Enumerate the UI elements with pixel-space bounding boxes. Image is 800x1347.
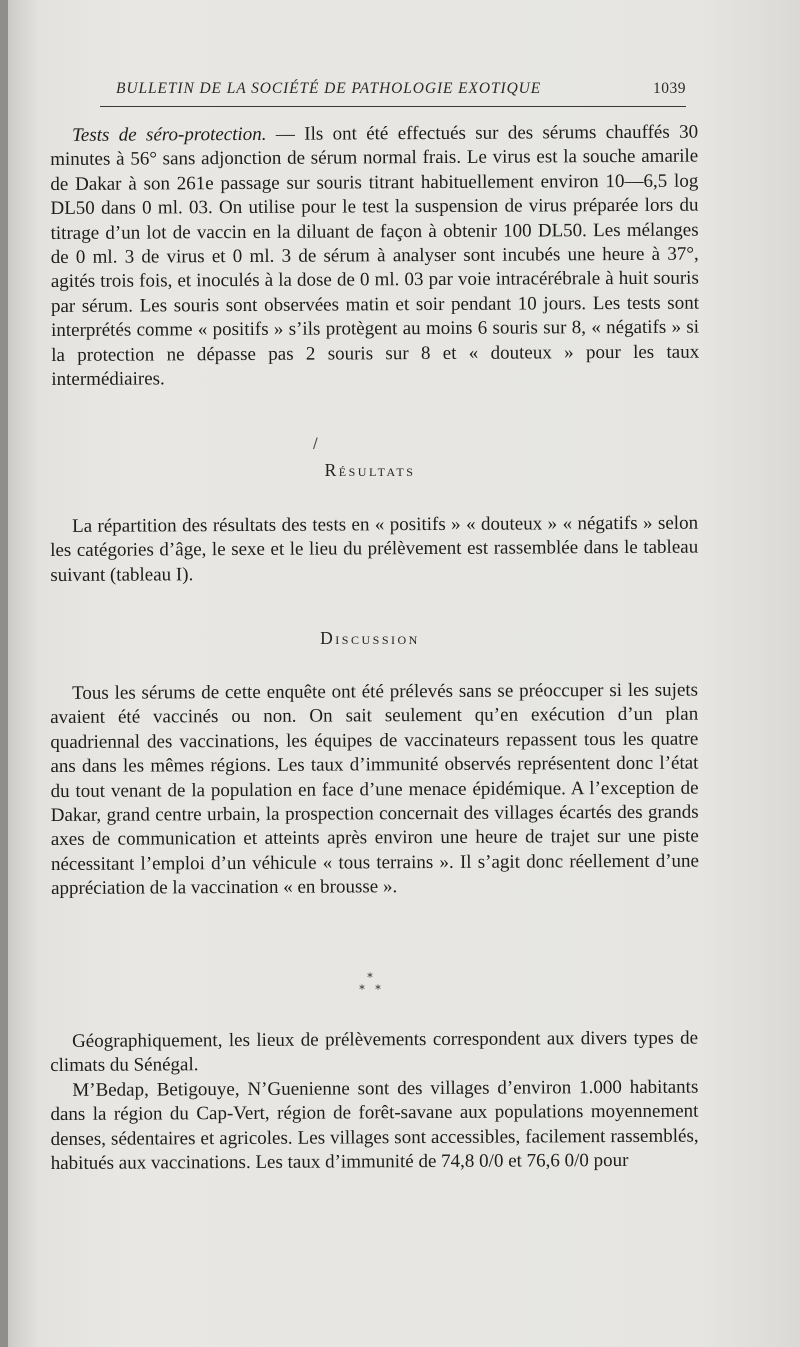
section-resultats xyxy=(50,512,698,589)
heading-discussion: Discussion xyxy=(320,628,420,648)
header-rule xyxy=(100,106,686,107)
paragraph-discussion: Tous les sérums de cette enquête ont été prélevés sans se préoccuper si les sujets avaient été vaccinés ou non. On sait seulement qu’en exécution d’un plan quadriennal des vaccinations, les équipes de vaccinateurs repassent tous les quatre ans dans les mêmes régions. Les taux d’immunité observés représentent donc l’état du tout venant de la population en face d’une menace épidémique. A l’exception de Dakar, grand centre urbain, la prospection concernait des villages écartés des grands axes de communication et atteints après environ une heure de trajet sur une piste nécessitant l’emploi d’un véhicule « tous terrains ». Il s’agit donc réellement d’une appréciation de la vaccination « en brousse ». xyxy=(50,679,700,900)
running-title: BULLETIN DE LA SOCIÉTÉ DE PATHOLOGIE EXOTIQUE xyxy=(116,80,542,97)
section-separator-asterisks: * * * xyxy=(359,971,381,996)
paragraph-geography: Géographiquement, les lieux de prélèvements correspondent aux divers types de climats du Sénégal. xyxy=(50,1027,699,1077)
paragraph-lead: Tests de séro-protection. xyxy=(72,123,267,146)
paragraph-body: — Ils ont été effectués sur des sérums chauffés 30 minutes à 56° sans adjonction de sérum normal frais. Le virus est la souche amarile de Dakar à son 261e passage sur souris titrant habituellement environ 10—6,5 log DL50 dans 0 ml. 03. On utilise pour le test la suspension de virus préparée lors du titrage d’un lot de vaccin en la diluant de façon à obtenir 100 DL50. Les mélanges de 0 ml. 3 de virus et 0 ml. 3 de sérum à analyser sont incubés une heure à 37°, agités trois fois, et inoculés à la dose de 0 ml. 03 par voie intracérébrale à huit souris par sérum. Les souris sont observées matin et soir pendant 10 jours. Les tests sont interprétés comme « positifs » s’ils protègent au moins 6 souris sur 8, « négatifs » si la protection ne dépasse pas 2 souris sur 8 et « douteux » pour les taux intermédiaires. xyxy=(50,121,700,391)
section-tests xyxy=(50,121,699,393)
paragraph-resultats: La répartition des résultats des tests en « positifs » « douteux » « négatifs » selon les catégories d’âge, le sexe et le lieu du prélèvement est rassemblée dans le tableau suivant (tableau I). xyxy=(50,512,699,586)
section-geography xyxy=(50,1027,699,1177)
heading-resultats: Résultats xyxy=(324,460,416,480)
running-header xyxy=(116,80,686,98)
paragraph-mbedap: M’Bedap, Betigouye, N’Guenienne sont des villages d’environ 1.000 habitants dans la région du Cap-Vert, région de forêt-savane aux populations moyennement denses, sédentaires et agricoles. Les villages sont accessibles, facilement rassemblés, habitués aux vaccinations. Les taux d’immunité de 74,8 0/0 et 76,6 0/0 pour xyxy=(50,1076,699,1175)
print-mark: / xyxy=(313,436,318,452)
page-number: 1039 xyxy=(653,80,686,97)
paragraph-tests xyxy=(50,121,699,393)
section-discussion xyxy=(50,679,699,902)
book-spine-shadow xyxy=(0,0,8,1347)
